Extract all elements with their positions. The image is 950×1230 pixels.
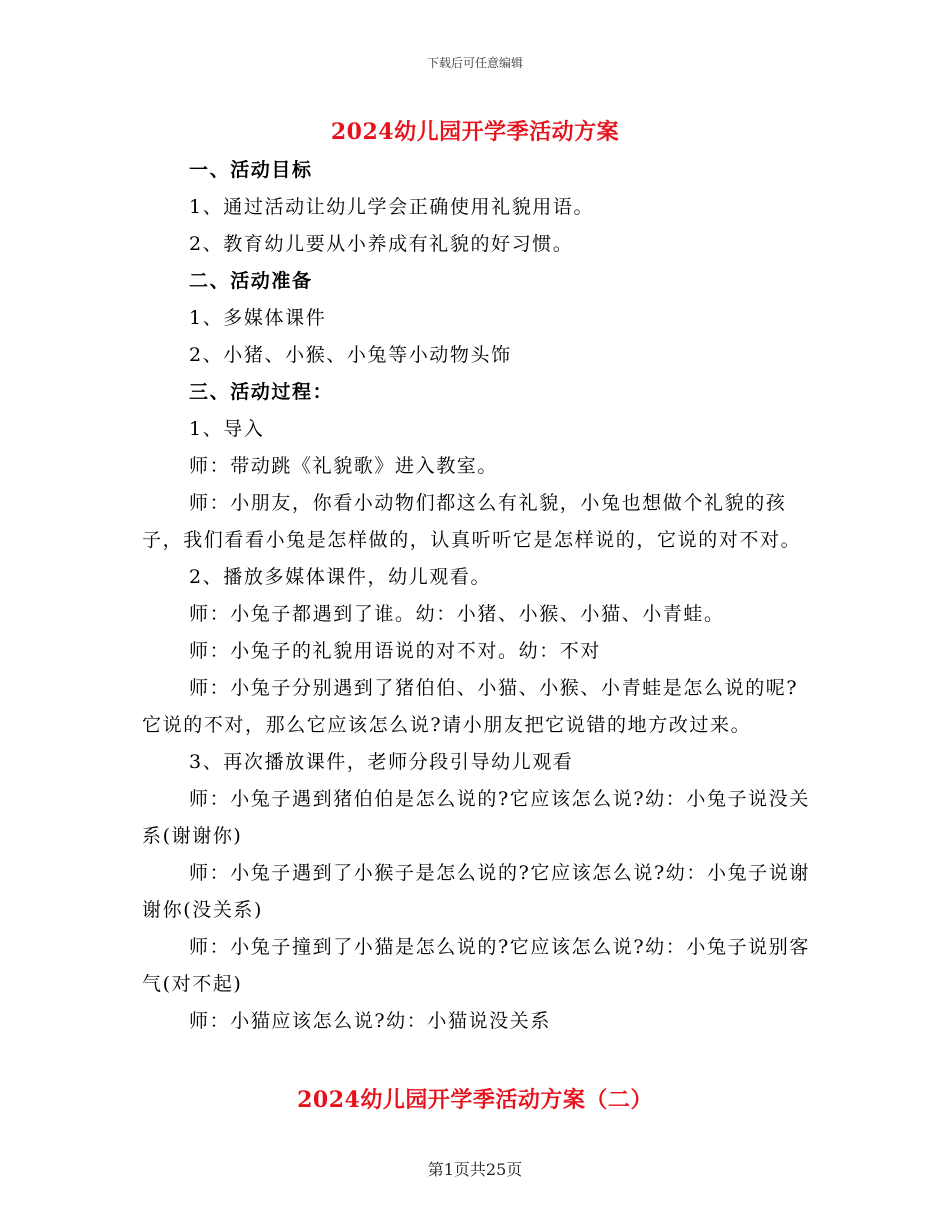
body-paragraph: 师：小猫应该怎么说?幼：小猫说没关系	[189, 1010, 551, 1032]
header-note: 下载后可任意编辑	[426, 56, 523, 70]
body-paragraph: 师：小兔子遇到了小猴子是怎么说的?它应该怎么说?幼：小兔子说谢谢你(没关系)	[142, 862, 810, 921]
body-paragraph: 师：小兔子遇到猪伯伯是怎么说的?它应该怎么说?幼：小兔子说没关系(谢谢你)	[142, 788, 810, 847]
body-paragraph: 师：小兔子分别遇到了猪伯伯、小猫、小猴、小青蛙是怎么说的呢?它说的不对，那么它应该怎么说?请小朋友把它说错的地方改过来。	[142, 677, 799, 736]
body-paragraph: 师：小兔子都遇到了谁。幼：小猪、小猴、小猫、小青蛙。	[189, 603, 725, 625]
body-paragraph: 3、再次播放课件，老师分段引导幼儿观看	[189, 751, 574, 773]
section-heading: 一、活动目标	[189, 159, 313, 181]
section-heading: 二、活动准备	[189, 270, 313, 292]
body-paragraph: 师：小朋友，你看小动物们都这么有礼貌，小兔也想做个礼貌的孩子，我们看看小兔是怎样做的，认真听听它是怎样说的，它说的对不对。	[142, 492, 802, 551]
body-paragraph: 2、播放多媒体课件，幼儿观看。	[189, 566, 492, 588]
body-paragraph: 师：小兔子的礼貌用语说的对不对。幼：不对	[189, 640, 602, 662]
next-section-title: 2024幼儿园开学季活动方案（二）	[297, 1087, 653, 1113]
body-paragraph: 师：小兔子撞到了小猫是怎么说的?它应该怎么说?幼：小兔子说别客气(对不起)	[142, 936, 810, 995]
body-paragraph: 2、教育幼儿要从小养成有礼貌的好习惯。	[189, 233, 574, 255]
body-paragraph: 师：带动跳《礼貌歌》进入教室。	[189, 455, 499, 477]
document-title: 2024幼儿园开学季活动方案	[330, 119, 620, 145]
body-paragraph: 1、通过活动让幼儿学会正确使用礼貌用语。	[189, 196, 595, 218]
document-body	[142, 152, 810, 1040]
body-paragraph: 1、多媒体课件	[189, 307, 327, 329]
section-heading: 三、活动过程：	[189, 381, 334, 403]
body-paragraph: 1、导入	[189, 418, 265, 440]
page-footer: 第1页共25页	[427, 1160, 523, 1179]
body-paragraph: 2、小猪、小猴、小兔等小动物头饰	[189, 344, 512, 366]
